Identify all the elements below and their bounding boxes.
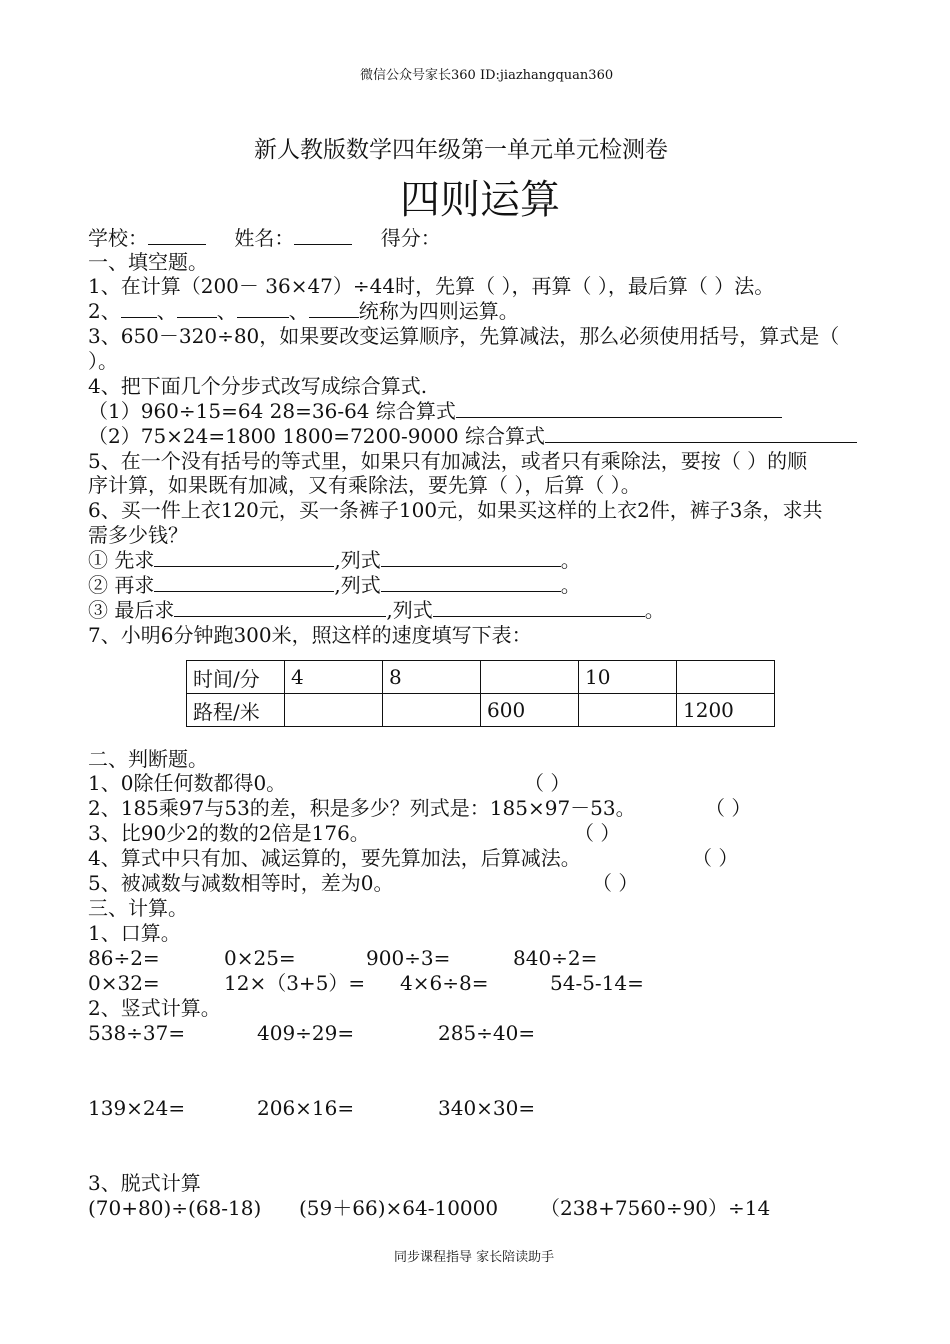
table-row	[187, 694, 775, 727]
judge-bracket-5[interactable]: （ ）	[592, 871, 639, 895]
vertical-problem: 206×16=	[257, 1096, 355, 1120]
step-problem: (59＋66)×64-10000	[299, 1196, 499, 1220]
judge-item-2: 2、185乘97与53的差，积是多少？列式是：185×97－53。	[88, 796, 636, 820]
step-heading: 3、脱式计算	[88, 1171, 201, 1195]
table-row	[187, 661, 775, 694]
oral-problem: 0×32=	[88, 971, 160, 995]
q4-2-blank[interactable]	[545, 424, 857, 443]
score-label: 得分：	[380, 226, 441, 250]
q4-1-text: （1）960÷15=64 28=36-64 综合算式	[88, 399, 456, 423]
q6-a	[88, 548, 581, 572]
q6-line1: 6、买一件上衣120元，买一条裤子100元，如果买这样的上衣2件，裤子3条，求共	[88, 498, 823, 522]
table-cell[interactable]: 1200	[677, 694, 775, 727]
vertical-problem: 340×30=	[438, 1096, 536, 1120]
section1-heading: 一、填空题。	[88, 250, 208, 274]
q6-b-blank[interactable]	[154, 573, 334, 592]
q6-a-formula: ,列式	[334, 548, 381, 572]
judge-item-5: 5、被减数与减数相等时，差为0。	[88, 871, 394, 895]
vertical-problem: 139×24=	[88, 1096, 186, 1120]
judge-bracket-3[interactable]: （ ）	[574, 821, 621, 845]
section3-heading: 三、计算。	[88, 896, 188, 920]
q1: 1、在计算（200－ 36×47）÷44时，先算（ ），再算（ ），最后算（ ）法。	[88, 274, 775, 298]
oral-problem: 900÷3=	[366, 946, 451, 970]
judge-bracket-4[interactable]: （ ）	[692, 846, 739, 870]
q2-blank-1[interactable]	[121, 299, 157, 318]
q5-line1: 5、在一个没有括号的等式里，如果只有加减法，或者只有乘除法，要按（ ）的顺	[88, 449, 808, 473]
q3-line1: 3、650－320÷80，如果要改变运算顺序，先算减法，那么必须使用括号，算式是（	[88, 324, 840, 348]
judge-bracket-1[interactable]: （ ）	[524, 771, 571, 795]
table-cell[interactable]	[383, 694, 481, 727]
q6-c-formula: ,列式	[386, 598, 433, 622]
oral-problem: 840÷2=	[513, 946, 598, 970]
q6-line2: 需多少钱？	[88, 523, 188, 547]
judge-item-4: 4、算式中只有加、减运算的，要先算加法，后算减法。	[88, 846, 581, 870]
table-cell: 路程/米	[187, 694, 285, 727]
section2-heading: 二、判断题。	[88, 747, 208, 771]
vertical-heading: 2、竖式计算。	[88, 996, 221, 1020]
oral-problem: 54-5-14=	[550, 971, 644, 995]
school-blank[interactable]	[148, 226, 206, 245]
q5-line2: 序计算，如果既有加减，又有乘除法，要先算（ ），后算（ ）。	[88, 473, 641, 497]
oral-heading: 1、口算。	[88, 921, 181, 945]
q2-blank-4[interactable]	[309, 299, 359, 318]
q6-c-blank[interactable]	[174, 598, 386, 617]
q6-a-formula-blank[interactable]	[381, 548, 561, 567]
table-cell[interactable]	[579, 694, 677, 727]
q6-b	[88, 573, 581, 597]
oral-problem: 12×（3+5）=	[224, 971, 366, 995]
q7: 7、小明6分钟跑300米，照这样的速度填写下表：	[88, 623, 532, 647]
q4-2	[88, 424, 857, 448]
name-label: 姓名：	[234, 226, 295, 250]
page-header: 微信公众号家长360 ID:jiazhangquan360	[360, 68, 614, 83]
page-title: 四则运算	[400, 177, 560, 223]
school-label: 学校：	[88, 226, 148, 250]
name-blank[interactable]	[294, 226, 352, 245]
table-cell[interactable]: 600	[481, 694, 579, 727]
subtitle: 新人教版数学四年级第一单元单元检测卷	[254, 137, 668, 163]
q6-c-label: ③ 最后求	[88, 598, 175, 622]
q4-1	[88, 399, 782, 423]
judge-item-1: 1、0除任何数都得0。	[88, 771, 287, 795]
q2-blank-3[interactable]	[237, 299, 289, 318]
q2-sep: 、	[156, 299, 177, 323]
period: 。	[560, 573, 581, 597]
step-problem: (70+80)÷(68-18)	[88, 1196, 262, 1220]
period: 。	[644, 598, 665, 622]
table-cell: 时间/分	[187, 661, 285, 694]
q6-c-formula-blank[interactable]	[433, 598, 645, 617]
oral-problem: 4×6÷8=	[400, 971, 489, 995]
q6-a-blank[interactable]	[154, 548, 334, 567]
judge-bracket-2[interactable]: （ ）	[705, 796, 752, 820]
page-footer: 同步课程指导 家长陪读助手	[394, 1250, 555, 1265]
speed-table	[186, 660, 775, 727]
q4: 4、把下面几个分步式改写成综合算式.	[88, 374, 428, 398]
period: 。	[560, 548, 581, 572]
q2-sep: 、	[288, 299, 309, 323]
q2-blank-2[interactable]	[177, 299, 217, 318]
q6-c	[88, 598, 665, 622]
q2	[88, 299, 519, 323]
vertical-problem: 538÷37=	[88, 1021, 186, 1045]
q2-prefix: 2、	[88, 299, 121, 323]
table-cell[interactable]	[677, 661, 775, 694]
vertical-problem: 285÷40=	[438, 1021, 536, 1045]
table-cell[interactable]: 8	[383, 661, 481, 694]
q6-a-label: ① 先求	[88, 548, 155, 572]
oral-problem: 86÷2=	[88, 946, 160, 970]
info-line	[88, 226, 441, 250]
q3-line2: ）。	[88, 349, 118, 373]
step-problem: （238+7560÷90）÷14	[540, 1196, 771, 1220]
q4-1-blank[interactable]	[456, 399, 782, 418]
vertical-problem: 409÷29=	[257, 1021, 355, 1045]
judge-item-3: 3、比90少2的数的2倍是176。	[88, 821, 370, 845]
q4-2-text: （2）75×24=1800 1800=7200-9000 综合算式	[88, 424, 545, 448]
q6-b-formula: ,列式	[334, 573, 381, 597]
q6-b-label: ② 再求	[88, 573, 155, 597]
table-cell[interactable]: 10	[579, 661, 677, 694]
q6-b-formula-blank[interactable]	[381, 573, 561, 592]
table-cell[interactable]: 4	[285, 661, 383, 694]
q2-sep: 、	[216, 299, 237, 323]
oral-problem: 0×25=	[224, 946, 296, 970]
q2-suffix: 统称为四则运算。	[358, 299, 519, 323]
table-cell[interactable]	[481, 661, 579, 694]
table-cell[interactable]	[285, 694, 383, 727]
